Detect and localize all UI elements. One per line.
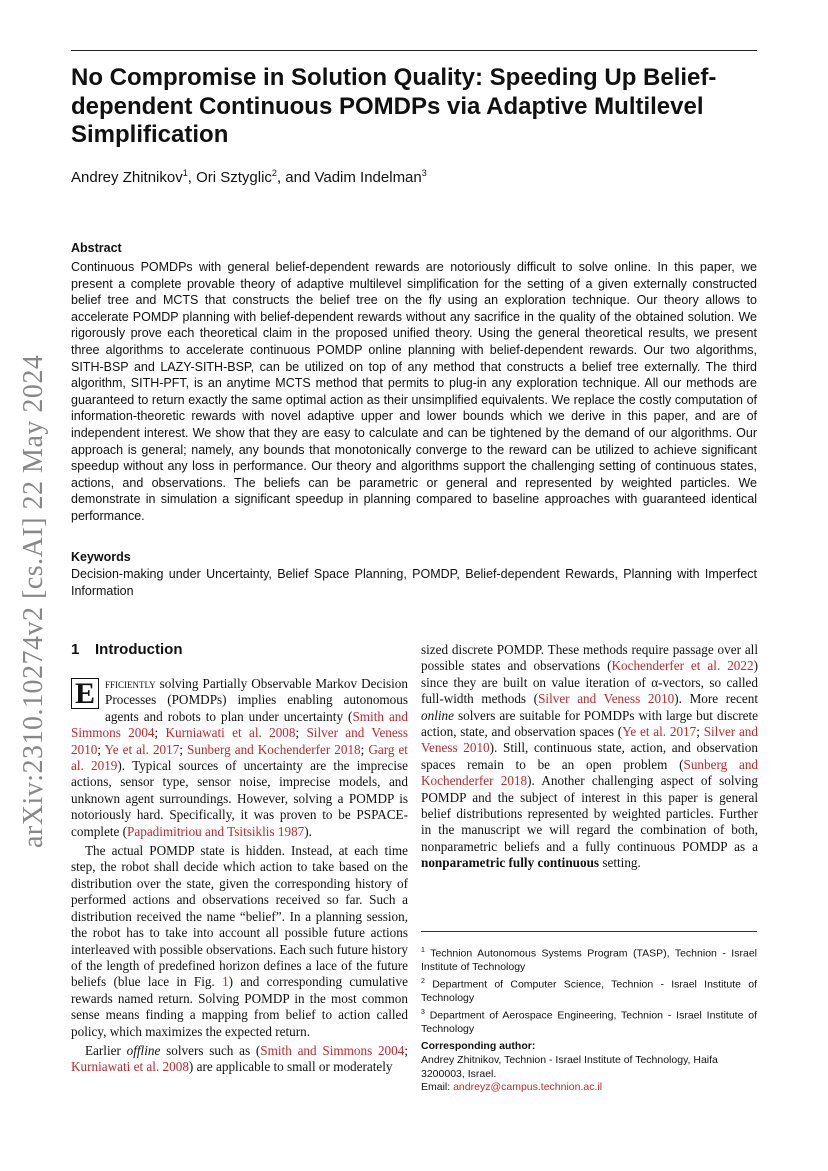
footnote-marker: 2 [421,978,425,986]
author-name: Vadim Indelman [314,169,422,186]
section-number: 1 [71,641,80,658]
emphasis-text: offline [126,1042,161,1058]
body-text: ). Typical sources of uncertainty are the imprecise actions, sensor type, sensor noise, imprecise models, and unknown agent surroundings. However, solving a POMDP is notoriously hard. Specifically, it was proven to be PSPACE-complete ( [71,758,408,839]
body-text: solving Partially Observable Markov Decision Processes (POMDPs) implies enabling autonomous agents and robots to plan under uncertainty ( [105,676,408,724]
keywords-heading: Keywords [71,550,131,564]
footnote [421,944,757,975]
paper-title: No Compromise in Solution Quality: Speeding Up Belief-dependent Continuous POMDPs via Adaptive Multilevel Simplification [71,64,717,148]
body-text: The actual POMDP state is hidden. Instead, at each time step, the robot shall decide which action to take based on the distribution over the state, given the corresponding history of performed actions and observations received so far. Such a distribution received the name “belief”. In a planning session, the robot has to take into account all possible future actions interleaved with possible observations. Each such future history of the length of predefined horizon defines a lace of the future beliefs (blue lace in Fig. [71,843,408,990]
body-text: Earlier [85,1042,127,1058]
footnotes [421,944,757,1037]
body-paragraph [421,642,758,872]
keywords-text: Decision-making under Uncertainty, Belief Space Planning, POMDP, Belief-dependent Rewards, Planning with Imperfect Information [71,567,757,598]
citation-link[interactable]: Sunberg and Kochenderfer 2018 [421,756,759,789]
emphasis-text: online [421,707,454,723]
abstract-heading: Abstract [71,241,122,255]
citation-separator: ; [696,724,704,740]
correspondence-block [421,1040,757,1095]
author-name: Ori Sztyglic [196,169,272,186]
body-text: ) since they are built on value iteration of α-vectors, so called full-width methods ( [421,658,758,707]
body-text: sized discrete POMDP. These methods require passage over all possible states and observations ( [421,642,758,674]
citation-separator: ; [179,741,188,757]
body-text: solvers such as ( [160,1042,261,1058]
body-text: ) and corresponding cumulative rewards named return. Solving POMDP in the most common sense means finding a mapping from belief to action called policy, which maximizes the expected return. [71,974,409,1039]
citation-link[interactable]: Silver and Veness 2010 [538,691,675,707]
author-affiliation-marker: 1 [182,168,188,178]
drop-cap: E [71,678,99,709]
citation-separator: ; [404,1042,409,1058]
citation-link[interactable]: Silver and Veness 2010 [71,725,409,757]
author-separator: , and [276,169,315,186]
body-column-left [71,676,408,1076]
citation-link[interactable]: Ye et al. 2017 [104,741,180,757]
top-rule [71,50,757,51]
figure-reference-link[interactable]: 1 [222,974,229,990]
body-text: ). Another challenging aspect of solving POMDP and the subject of interest in this paper is general belief distributions represented by weighted particles. Further in the manuscript we will regard the combination of both, nonparametric beliefs and a fully continuous POMDP as a [421,773,758,854]
citation-link[interactable]: Papadimitriou and Tsitsiklis 1987 [127,823,305,839]
citation-separator: ; [97,741,105,757]
citation-link[interactable]: Smith and Simmons 2004 [260,1042,405,1058]
email-label: Email: [421,1081,454,1094]
footnote-text: Technion Autonomous Systems Program (TASP), Technion - Israel Institute of Technology [421,947,757,974]
small-caps-lead: fficiently [105,676,156,691]
section-title: Introduction [95,641,183,658]
body-paragraph [71,676,408,840]
bold-term: nonparametric fully continuous [421,855,600,871]
citation-separator: ; [154,725,166,741]
citation-link[interactable]: Ye et al. 2017 [622,724,697,740]
author-separator: , [187,169,197,186]
body-column-right [421,642,758,872]
citation-link[interactable]: Kurniawati et al. 2008 [165,725,296,741]
footnote-marker: 3 [421,1009,425,1017]
body-text: ). More recent [674,691,758,707]
footnote-text: Department of Computer Science, Technion - Israel Institute of Technology [421,978,757,1005]
author-name: Andrey Zhitnikov [71,169,183,186]
citation-link[interactable]: Garg et al. 2019 [71,741,408,774]
body-text: setting. [599,855,641,871]
citation-link[interactable]: Kochenderfer et al. 2022 [611,658,754,674]
correspondence-email-line [421,1081,757,1095]
citation-link[interactable]: Smith and Simmons 2004 [71,708,408,741]
body-paragraph [71,843,408,1040]
footnote-marker: 1 [421,947,425,954]
author-list [71,168,427,186]
abstract-text: Continuous POMDPs with general belief-dependent rewards are notoriously difficult to solve online. In this paper, we present a complete provable theory of adaptive multilevel simplification for the setting of a given externally constructed belief tree and MCTS that constructs the belief tree on the fly using an exploration technique. Our theory allows to accelerate POMDP planning with belief-dependent rewards without any sacrifice in the quality of the obtained solution. We rigorously prove each theoretical claim in the proposed unified theory. Using the general theoretical results, we present three algorithms to accelerate continuous POMDP online planning with belief-dependent rewards. Our two algorithms, SITH-BSP and LAZY-SITH-BSP, can be utilized on top of any method that constructs a belief tree externally. The third algorithm, SITH-PFT, is an anytime MCTS method that permits to plug-in any exploration technique. All our methods are guaranteed to return exactly the same optimal action as their unsimplified equivalents. We replace the costly computation of information-theoretic rewards with novel adaptive upper and lower bounds which we derive in this paper, and are of independent interest. We show that they are easy to calculate and can be tightened by the demand of our algorithms. Our approach is general; namely, any bounds that monotonically converge to the reward can be utilized to achieve significant speedup without any loss in performance. Our theory and algorithms support the challenging setting of continuous states, actions, and observations. The beliefs can be parametric or general and represented by weighted particles. We demonstrate in simulation a significant speedup in planning compared to baseline approaches with guaranteed identical performance. [71,260,757,523]
author-affiliation-marker: 3 [421,168,427,178]
citation-link[interactable]: Sunberg and Kochenderfer 2018 [187,741,361,757]
footnote-rule [421,931,757,932]
body-paragraph [71,1043,408,1076]
footnote [421,975,757,1006]
footnote-text: Department of Aerospace Engineering, Technion - Israel Institute of Technology [421,1009,757,1036]
email-link[interactable]: andreyz@campus.technion.ac.il [453,1081,603,1094]
body-text: solvers are suitable for POMDPs with large but discrete action, state, and observation spaces ( [421,707,758,740]
body-text: ). [304,823,312,839]
section-heading [71,641,182,658]
correspondence-address: Andrey Zhitnikov, Technion - Israel Institute of Technology, Haifa 3200003, Israel. [421,1053,718,1080]
arxiv-identifier: arXiv:2310.10274v2 [cs.AI] 22 May 2024 [18,354,49,848]
citation-link[interactable]: Silver and Veness 2010 [421,724,758,756]
footnote [421,1006,757,1037]
citation-link[interactable]: Kurniawati et al. 2008 [71,1059,189,1075]
citation-separator: ; [360,741,369,757]
body-text: ) are applicable to small or moderately [188,1059,393,1075]
body-text: ). Still, continuous state, action, and observation spaces remain to be an open problem ( [421,740,758,772]
correspondence-heading: Corresponding author: [421,1040,536,1052]
author-affiliation-marker: 2 [271,168,277,178]
citation-separator: ; [295,725,307,741]
